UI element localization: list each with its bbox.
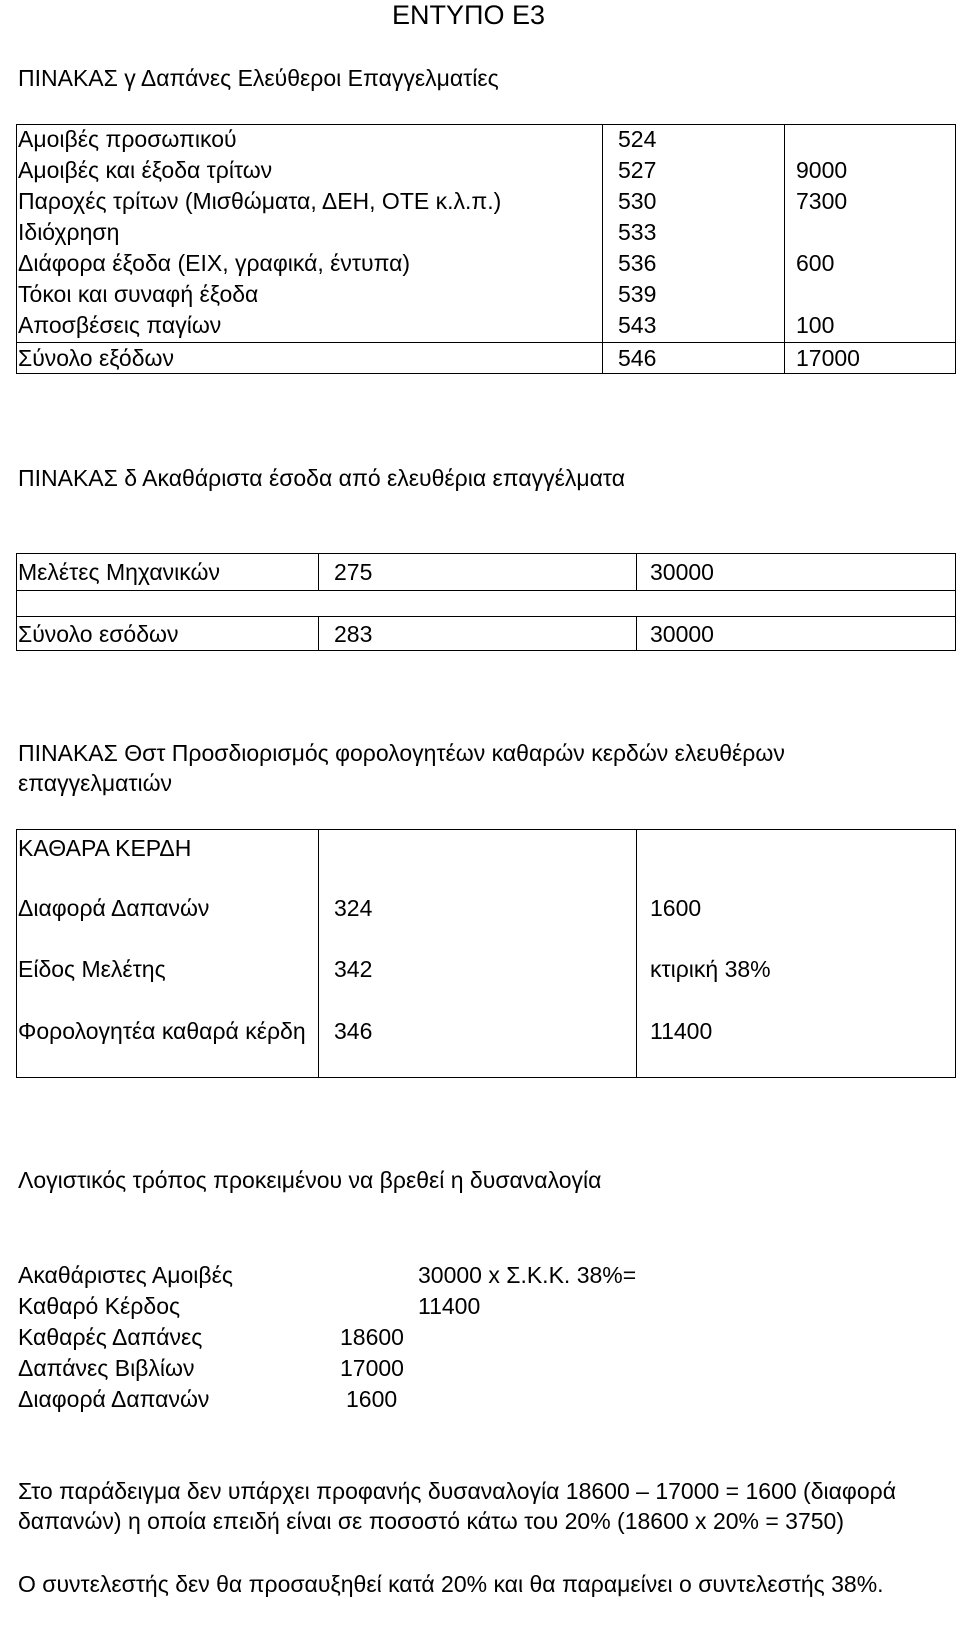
table-c-row-label: Παροχές τρίτων (Μισθώματα, ΔΕΗ, ΟΤΕ κ.λ.π.) <box>18 188 502 214</box>
table-c-total-value: 17000 <box>796 345 860 371</box>
table-c-title: ΠΙΝΑΚΑΣ γ Δαπάνες Ελεύθεροι Επαγγελματίες <box>18 65 499 91</box>
table-c-row-value: 7300 <box>796 188 848 214</box>
table-d-col-divider-1b <box>318 616 319 651</box>
calc-profit-label: Καθαρό Κέρδος <box>18 1293 181 1319</box>
table-theta-row-code: 324 <box>334 895 373 921</box>
table-theta-row-code: 342 <box>334 956 373 982</box>
table-c-row-code: 543 <box>618 312 657 338</box>
calc-difference-label: Διαφορά Δαπανών <box>18 1386 210 1412</box>
table-theta-row-label: Διαφορά Δαπανών <box>18 895 210 921</box>
table-theta-row-code: 346 <box>334 1018 373 1044</box>
table-d-row-divider-1 <box>16 590 956 591</box>
table-c-row-code: 524 <box>618 126 657 152</box>
calc-net-expenses-value: 18600 <box>340 1324 404 1350</box>
calc-profit-value: 11400 <box>418 1293 481 1319</box>
calc-heading: Λογιστικός τρόπος προκειμένου να βρεθεί η δυσαναλογία <box>18 1167 602 1193</box>
table-c-row-value: 9000 <box>796 157 848 183</box>
calc-difference-value: 1600 <box>346 1386 398 1412</box>
conclusion-paragraph-2: Ο συντελεστής δεν θα προσαυξηθεί κατά 20% και θα παραμείνει ο συντελεστής 38%. <box>18 1571 884 1597</box>
table-c-row-code: 527 <box>618 157 657 183</box>
table-c-row-label: Αποσβέσεις παγίων <box>18 312 222 338</box>
table-c-row-code: 530 <box>618 188 657 214</box>
form-title: ΕΝΤΥΠΟ Ε3 <box>392 0 546 30</box>
table-d-row-divider-2 <box>16 616 956 617</box>
calc-gross-value: 30000 x Σ.Κ.Κ. 38%= <box>418 1262 637 1288</box>
table-c-row-label: Ιδιόχρηση <box>18 219 120 245</box>
table-d-total-code: 283 <box>334 621 373 647</box>
table-theta-row-label: Είδος Μελέτης <box>18 956 166 982</box>
table-c-row-code: 536 <box>618 250 657 276</box>
table-c-row-label: Διάφορα έξοδα (ΕΙΧ, γραφικά, έντυπα) <box>18 250 411 276</box>
table-d-total-label: Σύνολο εσόδων <box>18 621 179 647</box>
table-c-row-label: Τόκοι και συναφή έξοδα <box>18 281 259 307</box>
table-theta-row-value: κτιρική 38% <box>650 956 771 982</box>
table-theta-col-divider-1 <box>318 829 319 1078</box>
table-d-row-value: 30000 <box>650 559 714 585</box>
table-d-total-value: 30000 <box>650 621 714 647</box>
calc-net-expenses-label: Καθαρές Δαπάνες <box>18 1324 203 1350</box>
table-c-row-value: 100 <box>796 312 835 338</box>
table-d-row-code: 275 <box>334 559 373 585</box>
table-theta-row-value: 1600 <box>650 895 702 921</box>
table-c-row-label: Αμοιβές προσωπικού <box>18 126 237 152</box>
table-c-row-code: 539 <box>618 281 657 307</box>
table-c-total-code: 546 <box>618 345 657 371</box>
table-d-row-label: Μελέτες Μηχανικών <box>18 559 220 585</box>
table-d-col-divider-1a <box>318 553 319 590</box>
table-theta-header: ΚΑΘΑΡΑ ΚΕΡΔΗ <box>18 835 192 861</box>
table-c-divider-2 <box>784 124 785 374</box>
table-d-title: ΠΙΝΑΚΑΣ δ Ακαθάριστα έσοδα από ελευθέρια επαγγέλματα <box>18 465 625 491</box>
table-d-col-divider-2a <box>636 553 637 590</box>
table-theta-title: ΠΙΝΑΚΑΣ Θστ Προσδιορισμός φορολογητέων καθαρών κερδών ελευθέρων επαγγελματιών <box>18 740 785 796</box>
table-theta-row-value: 11400 <box>650 1018 713 1044</box>
table-theta-col-divider-2 <box>636 829 637 1078</box>
table-d-col-divider-2b <box>636 616 637 651</box>
table-c-row-value: 600 <box>796 250 835 276</box>
table-theta-row-label: Φορολογητέα καθαρά κέρδη <box>18 1018 306 1044</box>
table-c-row-code: 533 <box>618 219 657 245</box>
conclusion-paragraph-1: Στο παράδειγμα δεν υπάρχει προφανής δυσαναλογία 18600 – 17000 = 1600 (διαφορά δαπανών) η οποία επειδή είναι σε ποσοστό κάτω του 20% (18600 x 20% = 3750) <box>18 1478 896 1534</box>
calc-book-expenses-value: 17000 <box>340 1355 404 1381</box>
table-c-total-label: Σύνολο εξόδων <box>18 345 174 371</box>
table-c-divider-1 <box>602 124 603 374</box>
table-c-row-label: Αμοιβές και έξοδα τρίτων <box>18 157 273 183</box>
calc-gross-label: Ακαθάριστες Αμοιβές <box>18 1262 233 1288</box>
calc-book-expenses-label: Δαπάνες Βιβλίων <box>18 1355 195 1381</box>
